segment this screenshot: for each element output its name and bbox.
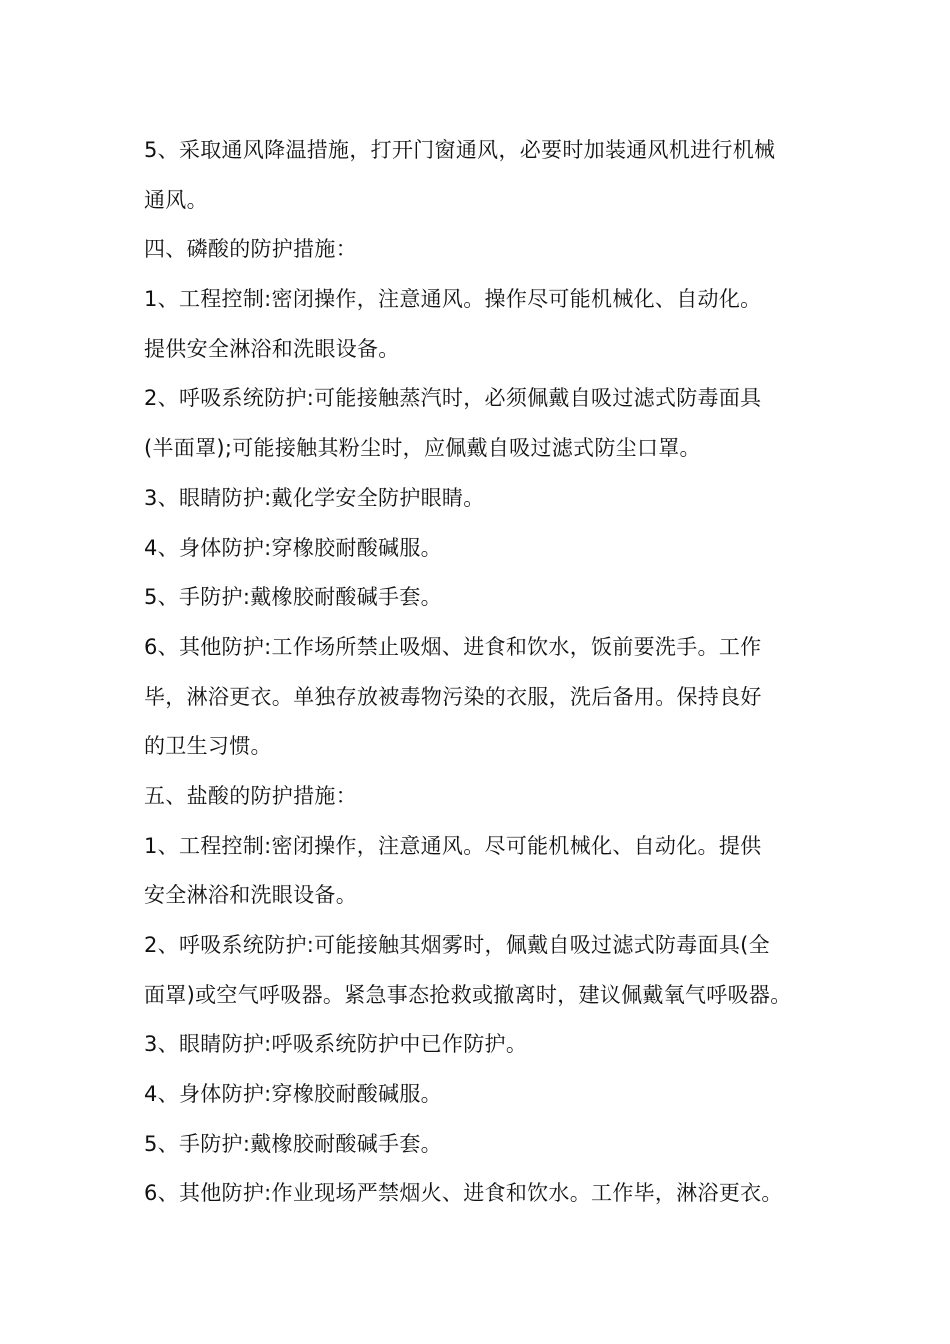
text-line: 3、眼睛防护:呼吸系统防护中已作防护。 (144, 1032, 528, 1057)
text-line: 5、采取通风降温措施，打开门窗通风，必要时加装通风机进行机械 (144, 138, 776, 162)
text-line: 3、眼睛防护:戴化学安全防护眼睛。 (144, 485, 485, 510)
text-line: (半面罩);可能接触其粉尘时，应佩戴自吸过滤式防尘口罩。 (144, 436, 701, 461)
text-line: 通风。 (144, 187, 208, 212)
text-line: 1、工程控制:密闭操作，注意通风。操作尽可能机械化、自动化。 (144, 287, 762, 312)
text-line: 5、手防护:戴橡胶耐酸碱手套。 (144, 585, 442, 610)
section-heading: 四、磷酸的防护措施： (144, 237, 357, 262)
text-line: 的卫生习惯。 (144, 734, 272, 759)
text-line: 面罩)或空气呼吸器。紧急事态抢救或撤离时，建议佩戴氧气呼吸器。 (144, 982, 792, 1007)
text-line: 5、手防护:戴橡胶耐酸碱手套。 (144, 1131, 442, 1156)
text-line: 2、呼吸系统防护:可能接触其烟雾时，佩戴自吸过滤式防毒面具(全 (144, 933, 770, 957)
text-line: 安全淋浴和洗眼设备。 (144, 883, 357, 908)
text-line: 4、身体防护:穿橡胶耐酸碱服。 (144, 535, 442, 560)
text-line: 毕，淋浴更衣。单独存放被毒物污染的衣服，洗后备用。保持良好 (144, 684, 762, 709)
text-line: 1、工程控制:密闭操作，注意通风。尽可能机械化、自动化。提供 (144, 833, 762, 858)
section-heading: 五、盐酸的防护措施： (144, 783, 357, 808)
document-body (144, 126, 834, 1219)
text-line: 6、其他防护:作业现场严禁烟火、进食和饮水。工作毕，淋浴更衣。 (144, 1181, 783, 1206)
text-line: 4、身体防护:穿橡胶耐酸碱服。 (144, 1082, 442, 1107)
text-line: 6、其他防护:工作场所禁止吸烟、进食和饮水，饭前要洗手。工作 (144, 634, 762, 659)
text-line: 提供安全淋浴和洗眼设备。 (144, 336, 400, 361)
text-line: 2、呼吸系统防护:可能接触蒸汽时，必须佩戴自吸过滤式防毒面具 (144, 386, 762, 411)
